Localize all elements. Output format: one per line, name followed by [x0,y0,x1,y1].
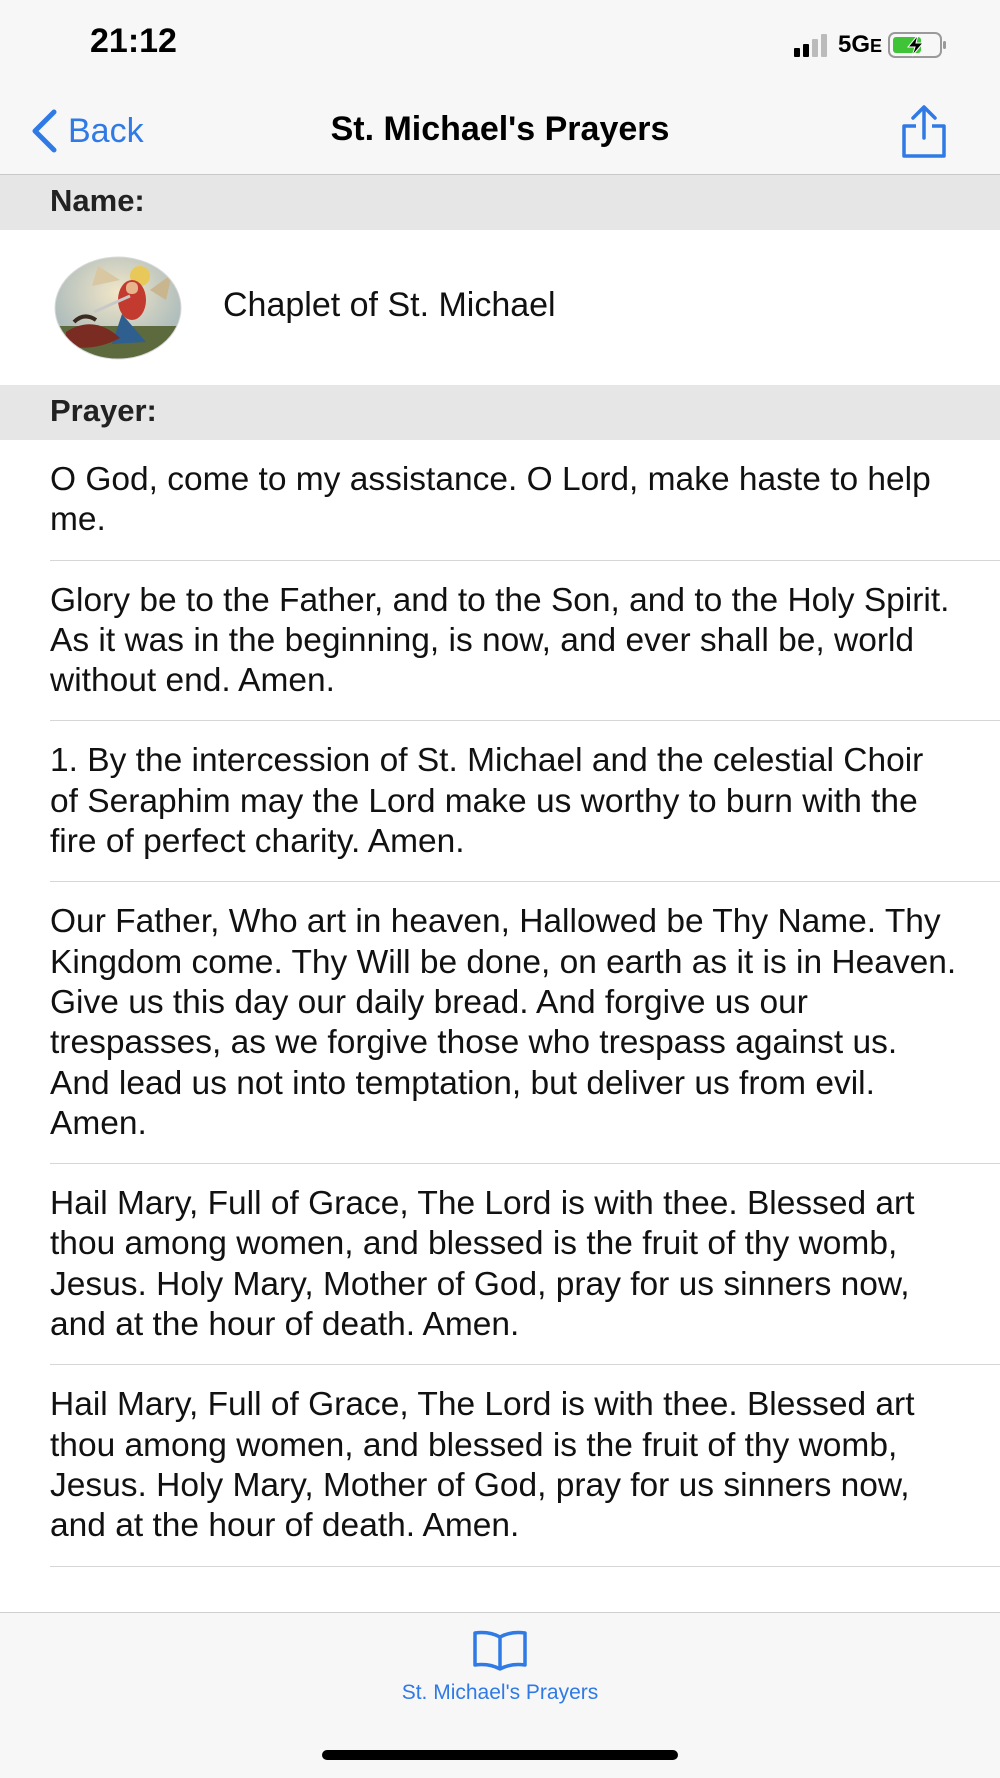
status-time: 21:12 [90,22,177,60]
tab-label: St. Michael's Prayers [401,1681,599,1704]
prayer-item[interactable]: Glory be to the Father, and to the Son, and to the Holy Spirit. As it was in the beginning, is now, and ever shall be, world without end. Amen. [0,561,1000,722]
prayer-item[interactable]: Hail Mary, Full of Grace, The Lord is with thee. Blessed art thou among women, and blessed is the fruit of thy womb, Jesus. Holy Mary, Mother of God, pray for us sinners now, and at the hour of death. Amen. [0,1164,1000,1365]
home-indicator[interactable] [322,1750,678,1760]
network-type: 5GE [837,31,882,58]
prayer-item[interactable]: Hail Mary, Full of Grace, The Lord is with thee. Blessed art thou among women, and blessed is the fruit of thy womb, Jesus. Holy Mary, Mother of God, pray for us sinners now, and at the hour of death. Amen. [0,1365,1000,1566]
name-header-label: Name: [50,183,145,218]
book-icon [471,1629,529,1671]
prayer-list [0,440,1000,1567]
page-title: St. Michael's Prayers [330,110,670,148]
prayer-item[interactable]: 1. By the intercession of St. Michael and the celestial Choir of Seraphim may the Lord make us worthy to burn with the fire of perfect charity. Amen. [0,721,1000,882]
prayer-name: Chaplet of St. Michael [223,286,556,324]
st-michael-image [54,256,182,360]
share-icon[interactable] [896,102,952,160]
status-bar [0,0,1000,90]
tab-st-michaels-prayers[interactable] [360,1629,640,1719]
signal-icon [794,33,830,57]
back-label: Back [68,111,144,150]
name-row[interactable] [0,230,1000,385]
prayer-header-label: Prayer: [50,393,157,428]
status-indicators [794,30,948,60]
prayer-item[interactable]: Our Father, Who art in heaven, Hallowed be Thy Name. Thy Kingdom come. Thy Will be done, on earth as it is in Heaven. Give us this day our daily bread. And forgive us our trespasses, as we forgive those who trespass against us. And lead us not into temptation, but deliver us from evil. Amen. [0,882,1000,1164]
battery-charging-icon [888,31,948,59]
navigation-bar [0,90,1000,175]
prayer-item[interactable]: O God, come to my assistance. O Lord, make haste to help me. [0,440,1000,561]
prayer-section-header [0,385,1000,440]
name-section-header [0,175,1000,230]
